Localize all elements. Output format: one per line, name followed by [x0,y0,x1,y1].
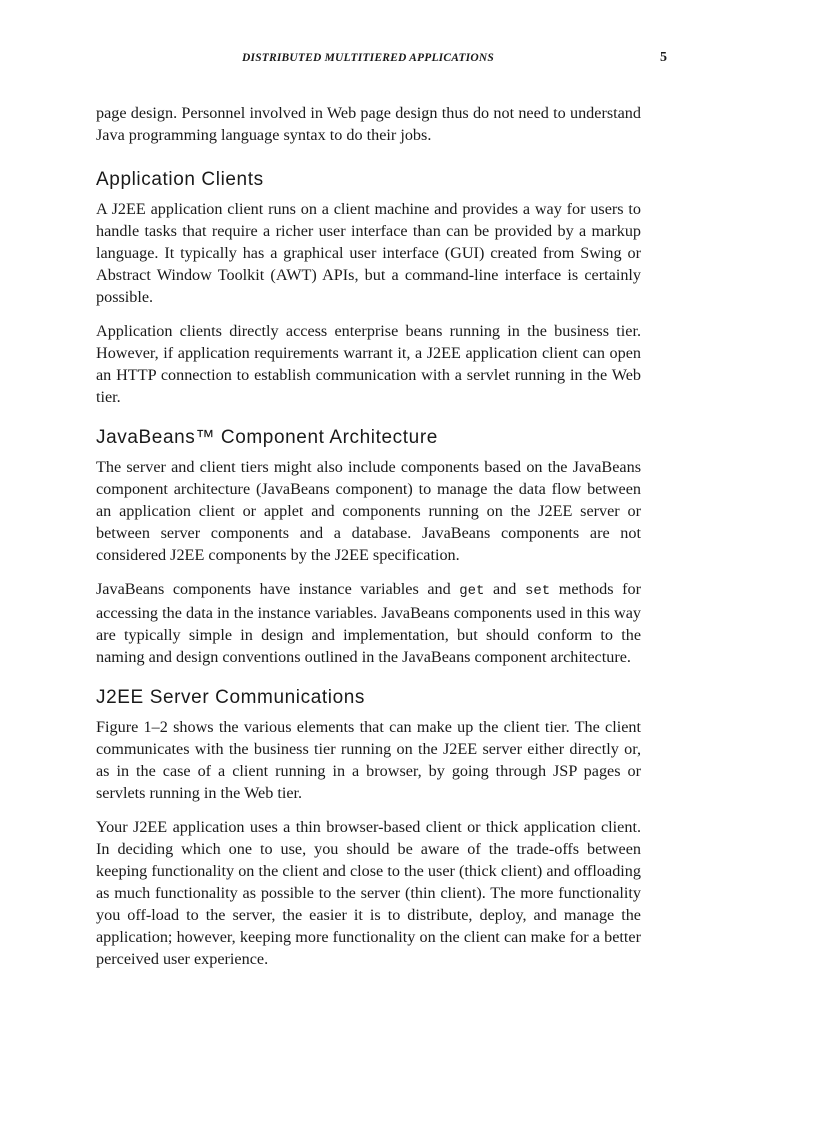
running-head [96,50,667,72]
body-paragraph: Figure 1–2 shows the various elements that can make up the client tier. The client communicates with the business tier running on the J2EE server either directly or, as in the case of a client running in a browser, by going through JSP pages or servlets running in the Web tier. [96,718,641,802]
text-run: JavaBeans components have instance variables and [96,580,460,598]
body-paragraph: A J2EE application client runs on a client machine and provides a way for users to handle tasks that require a richer user interface than can be provided by a markup language. It typically has a graphical user interface (GUI) created from Swing or Abstract Window Toolkit (AWT) APIs, but a command-line interface is certainly possible. [96,200,641,306]
body-paragraph: Application clients directly access enterprise beans running in the business tier. However, if application requirements warrant it, a J2EE application client can open an HTTP connection to establish communication with a servlet running in the Web tier. [96,322,641,406]
text-run: and [484,580,525,598]
text-run: methods for accessing the data in the instance variables. JavaBeans components used in this way are typically simple in design and implementation, but should conform to the naming and design conventions outlined in the JavaBeans component architecture. [96,580,642,666]
body-paragraph: Your J2EE application uses a thin browser-based client or thick application client. In deciding which one to use, you should be aware of the trade-offs between keeping functionality on the client and close to the user (thick client) and offloading as much functionality as possible to the server (thin client). The more functionality you off-load to the server, the easier it is to distribute, deploy, and manage the application; however, keeping more functionality on the client can make for a better perceived user experience. [96,818,641,968]
section-heading-server-communications: J2EE Server Communications [96,687,366,708]
body-paragraph: The server and client tiers might also include components based on the JavaBeans component architecture (JavaBeans component) to manage the data flow between an application client or applet and components running on the J2EE server or between server components and a database. JavaBeans components are not considered J2EE components by the J2EE specification. [96,458,641,564]
code-get: get [459,583,485,599]
page-body [96,102,641,982]
section-heading-application-clients: Application Clients [96,169,264,190]
running-title: DISTRIBUTED MULTITIERED APPLICATIONS [242,52,494,64]
page-number: 5 [660,50,667,65]
body-paragraph-with-code [96,578,641,668]
section-heading-javabeans: JavaBeans™ Component Architecture [96,427,438,448]
code-set: set [524,583,551,599]
intro-paragraph: page design. Personnel involved in Web page design thus do not need to understand Java programming language syntax to do their jobs. [96,104,641,144]
